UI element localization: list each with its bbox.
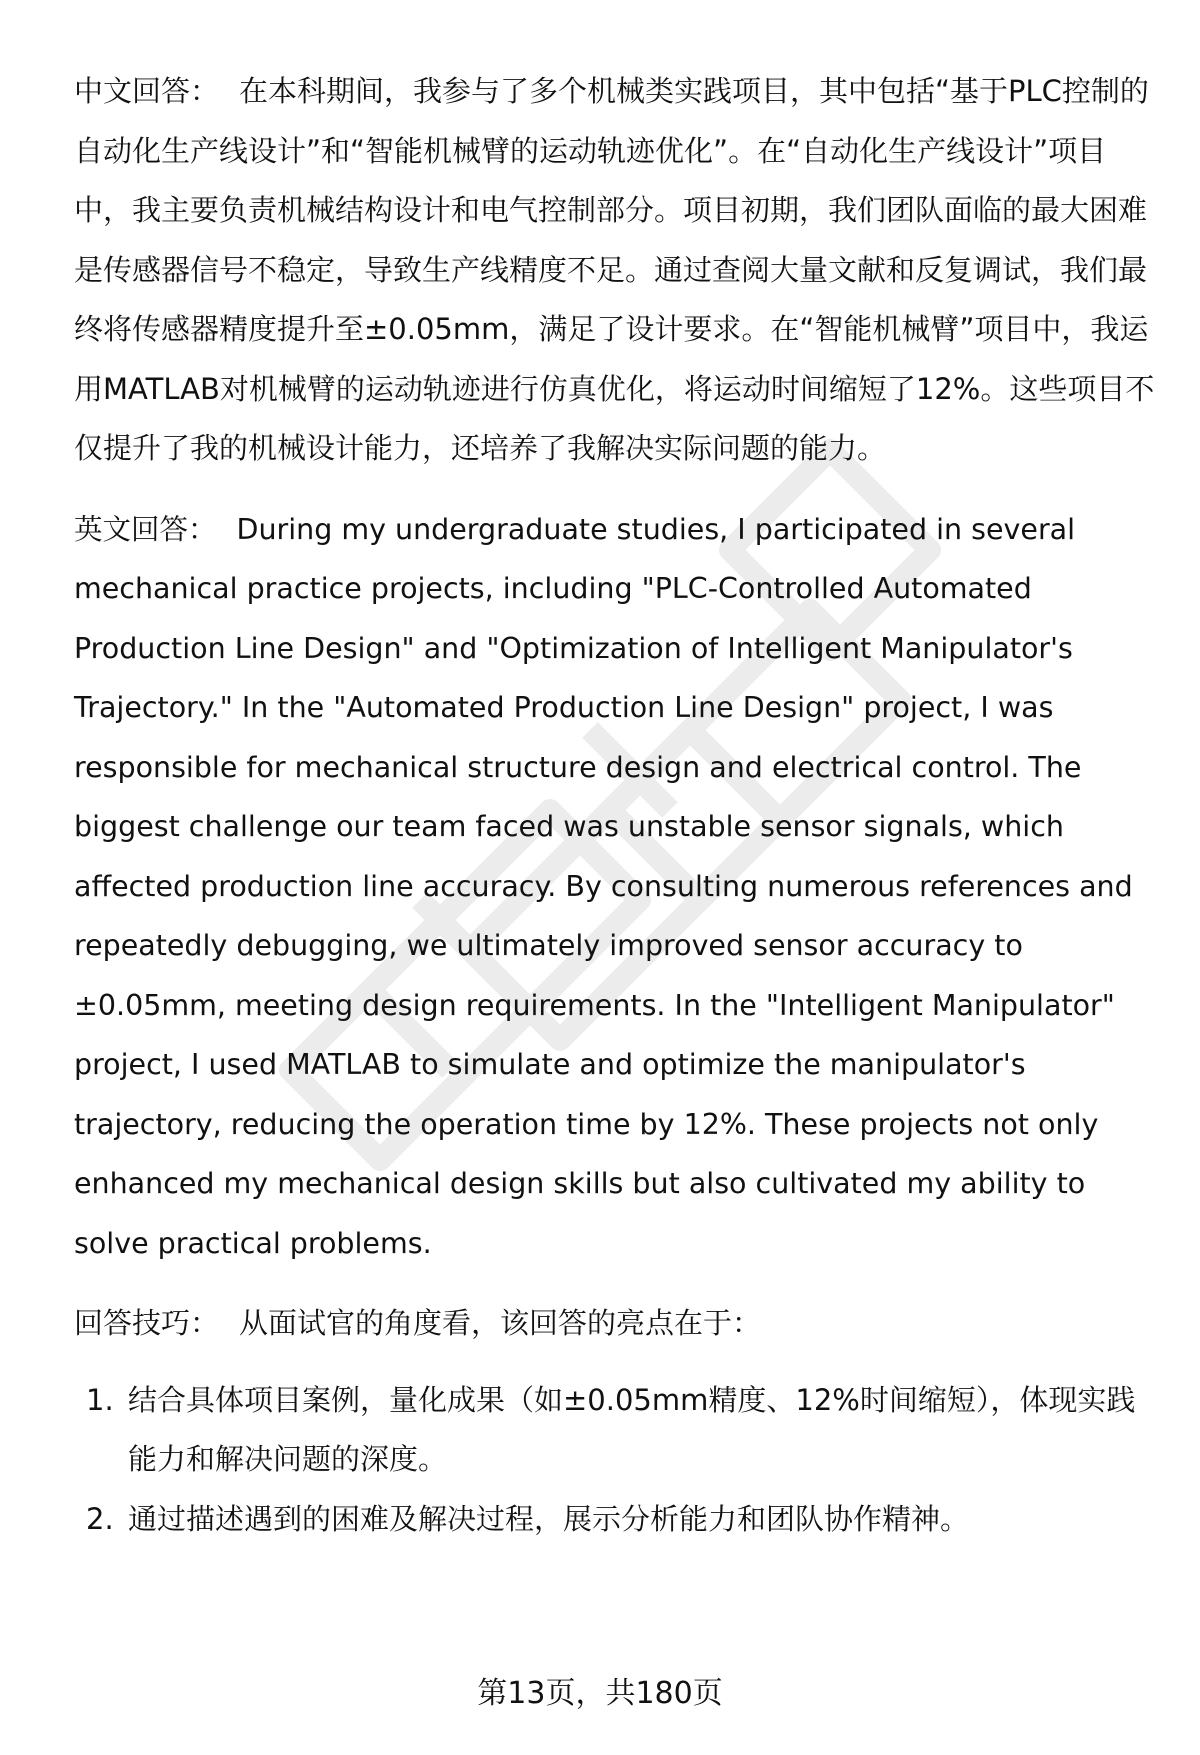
tips-list — [74, 1371, 1156, 1550]
page-number: 第13页，共180页 — [477, 1676, 723, 1711]
chinese-answer-text: 在本科期间，我参与了多个机械类实践项目，其中包括“基于PLC控制的自动化生产线设计”和“智能机械臂的运动轨迹优化”。在“自动化生产线设计”项目中，我主要负责机械结构设计和电气控制部分。项目初期，我们团队面临的最大困难是传感器信号不稳定，导致生产线精度不足。通过查阅大量文献和反复调试，我们最终将传感器精度提升至±0.05mm，满足了设计要求。在“智能机械臂”项目中，我运用MATLAB对机械臂的运动轨迹进行仿真优化，将运动时间缩短了12%。这些项目不仅提升了我的机械设计能力，还培养了我解决实际问题的能力。 — [74, 74, 1155, 465]
english-answer-paragraph — [74, 500, 1156, 1274]
list-item — [74, 1490, 1156, 1550]
tips-label: 回答技巧： — [74, 1306, 220, 1340]
list-item-number: 2. — [86, 1501, 114, 1536]
main-content — [74, 62, 1156, 1549]
english-answer-text: During my undergraduate studies, I participated in several mechanical practice projects, including "PLC-Controlled Automated Production Line Design" and "Optimization of Intelligent Manipulator's Trajectory." In the "Automated Production Line Design" project, I was responsible for mechanical structure design and electrical control. The biggest challenge our team faced was unstable sensor signals, which affected production line accuracy. By consulting numerous references and repeatedly debugging, we ultimately improved sensor accuracy to ±0.05mm, meeting design requirements. In the "Intelligent Manipulator" project, I used MATLAB to simulate and optimize the manipulator's trajectory, reducing the operation time by 12%. These projects not only enhanced my mechanical design skills but also cultivated my ability to solve practical problems. — [74, 512, 1133, 1260]
english-answer-label: 英文回答： — [74, 512, 217, 546]
tips-intro: 从面试官的角度看，该回答的亮点在于： — [239, 1306, 762, 1340]
page-footer — [0, 1668, 1200, 1720]
list-item-number: 1. — [86, 1382, 114, 1417]
list-item-text: 通过描述遇到的困难及解决过程，展示分析能力和团队协作精神。 — [128, 1501, 970, 1536]
list-item-text: 结合具体项目案例，量化成果（如±0.05mm精度、12%时间缩短），体现实践能力和解决问题的深度。 — [128, 1382, 1136, 1476]
chinese-answer-paragraph — [74, 62, 1156, 479]
tips-heading — [74, 1294, 1156, 1354]
chinese-answer-label: 中文回答： — [74, 74, 220, 108]
list-item — [74, 1371, 1156, 1490]
